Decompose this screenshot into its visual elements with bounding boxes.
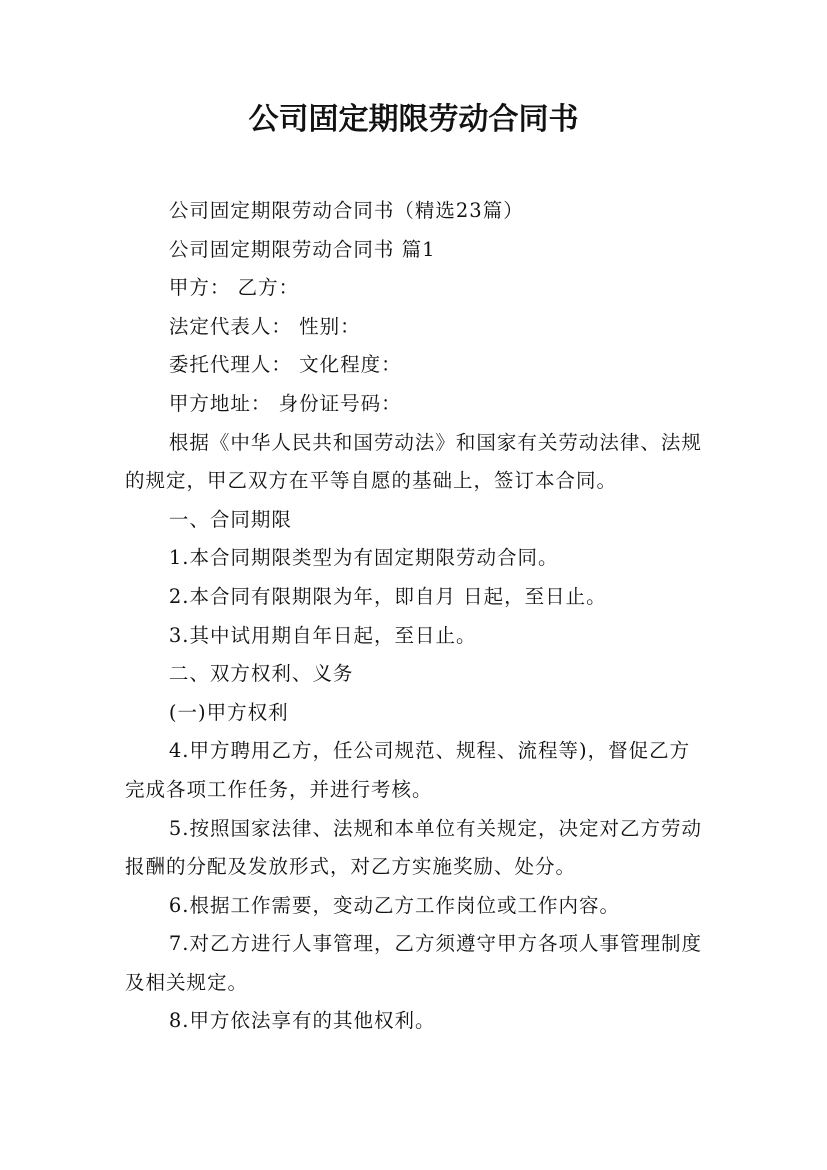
- paragraph-preamble: 根据《中华人民共和国劳动法》和国家有关劳动法律、法规的规定，甲乙双方在平等自愿的基础上，签订本合同。: [125, 430, 702, 493]
- paragraph-section-heading: 公司固定期限劳动合同书 篇1: [168, 237, 436, 261]
- paragraph-heading-rights: 二、双方权利、义务: [168, 662, 354, 686]
- paragraph-heading-term: 一、合同期限: [168, 507, 292, 531]
- paragraph-agent-fields: 委托代理人： 文化程度：: [168, 353, 402, 377]
- paragraph-clause-5: 5.按照国家法律、法规和本单位有关规定，决定对乙方劳动报酬的分配及发放形式，对乙方实施奖励、处分。: [125, 816, 702, 879]
- document-body: [125, 192, 710, 1041]
- paragraph-subheading-party-a-rights: (一)甲方权利: [168, 700, 289, 724]
- paragraph-subtitle: 公司固定期限劳动合同书（精选23篇）: [168, 199, 524, 222]
- paragraph-address-fields: 甲方地址： 身份证号码：: [168, 391, 402, 415]
- paragraph-clause-2: 2.本合同有限期限为年，即自月 日起，至日止。: [168, 584, 607, 608]
- paragraph-clause-7: 7.对乙方进行人事管理，乙方须遵守甲方各项人事管理制度及相关规定。: [125, 932, 702, 994]
- paragraph-clause-1: 1.本合同期限类型为有固定期限劳动合同。: [168, 546, 559, 570]
- paragraph-representative-fields: 法定代表人： 性别：: [168, 314, 361, 338]
- paragraph-party-fields: 甲方： 乙方：: [168, 276, 300, 300]
- paragraph-clause-8: 8.甲方依法享有的其他权利。: [168, 1009, 436, 1033]
- paragraph-clause-3: 3.其中试用期自年日起，至日止。: [168, 623, 477, 647]
- document-title: 公司固定期限劳动合同书: [248, 102, 579, 137]
- paragraph-clause-4: 4.甲方聘用乙方，任公司规范、规程、流程等)，督促乙方完成各项工作任务，并进行考核。: [125, 739, 691, 801]
- paragraph-clause-6: 6.根据工作需要，变动乙方工作岗位或工作内容。: [168, 893, 620, 917]
